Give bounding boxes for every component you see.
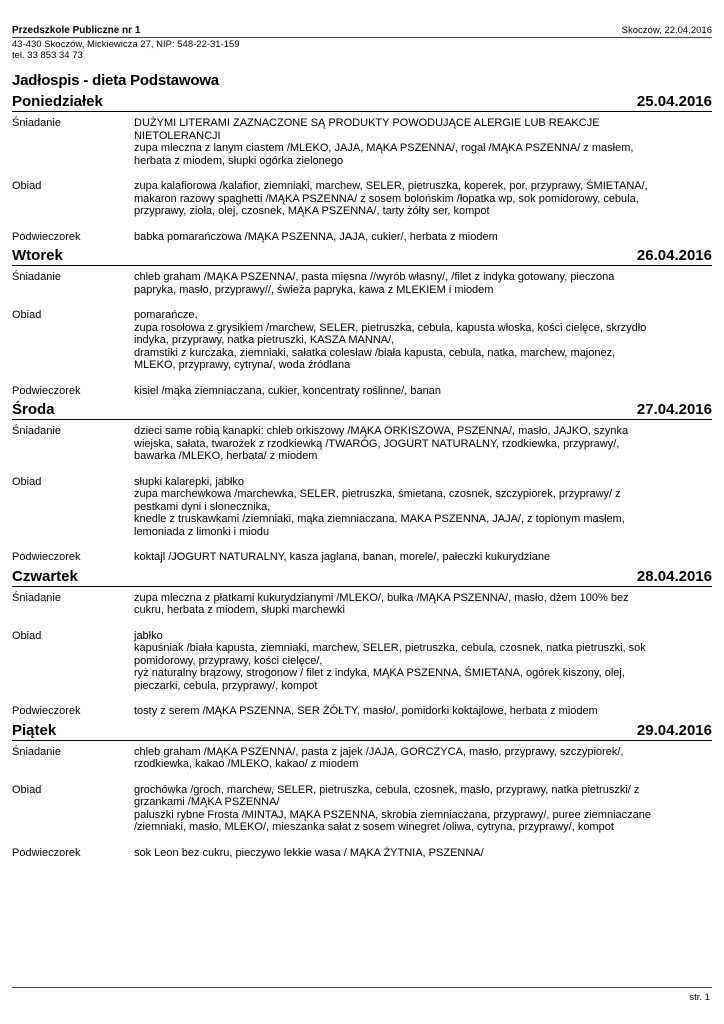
meal-label: Obiad [12, 629, 42, 642]
meal-line: pieczarki, cebula, przyprawy/, kompot [134, 679, 318, 692]
meal-line: pestkami dyni i słonecznika, [134, 500, 271, 513]
meal-line: paluszki rybne Frosta /MINTAJ, MĄKA PSZENNA, skrobia ziemniaczana, przyprawy/, puree ziemniaczane [134, 808, 651, 821]
day-name: Środa [12, 401, 55, 418]
meal-line: NIETOLERANCJI [134, 129, 221, 142]
meal-label: Podwieczorek [12, 551, 81, 563]
meal-description [134, 630, 712, 693]
meal-line: pomidorowy, przyprawy, kości cielęce/, [134, 654, 323, 667]
meal-description [134, 592, 712, 617]
meal-line: grzankami /MĄKA PSZENNA/ [134, 796, 280, 808]
meal-line: kisiel /mąka ziemniaczana, cukier, koncentraty roślinne/, banan [134, 384, 441, 397]
day-section [12, 568, 712, 718]
meal-row [12, 784, 712, 834]
meal-label: Śniadanie [12, 425, 61, 437]
meal-line: DUŻYMI LITERAMI ZAZNACZONE SĄ PRODUKTY POWODUJĄCE ALERGIE LUB REAKCJE [134, 117, 600, 129]
footer-rule [12, 987, 712, 988]
day-header [12, 722, 712, 741]
meal-line: indyka, przyprawy, natka pietruszki, KASZA MANNA/, [134, 334, 395, 346]
meal-line: makaron razowy spaghetti /MĄKA PSZENNA/ z sosem bolońskim /łopatka wp, sok pomidorowy, cebula, [134, 192, 639, 205]
meal-label: Śniadanie [12, 591, 61, 604]
meal-line: chleb graham /MĄKA PSZENNA/, pasta z jajek /JAJA, GORCZYCA, masło, przyprawy, szczypiorek/, [134, 745, 624, 758]
meal-label: Obiad [12, 309, 42, 321]
document-page [12, 25, 712, 859]
meal-line: MLEKO, przyprawy, cytryna/, woda źródlana [134, 359, 351, 371]
day-section [12, 401, 712, 564]
meal-description [134, 847, 712, 860]
place-date: Skoczów, 22.04.2016 [621, 25, 712, 36]
meal-line: tosty z serem /MĄKA PSZENNA, SER ŻÓŁTY, masło/, pomidorki koktajlowe, herbata z miodem [134, 705, 598, 717]
meal-label: Obiad [12, 180, 42, 192]
meal-description [134, 425, 712, 463]
meal-row [12, 592, 712, 617]
meal-description [134, 180, 712, 218]
day-section [12, 93, 712, 243]
meal-line: grochówka /groch, marchew, SELER, pietruszka, cebula, czosnek, masło, przyprawy, natka pietruszki/ z [134, 783, 640, 796]
day-header [12, 247, 712, 266]
day-date: 26.04.2016 [636, 247, 712, 264]
meal-row [12, 271, 712, 296]
org-name: Przedszkole Publiczne nr 1 [12, 25, 141, 36]
meal-line: ryż naturalny brązowy, strogonow / filet z indyka, MĄKA PSZENNA, ŚMIETANA, ogórek kiszony, olej, [134, 667, 625, 679]
meal-line: słupki kalarepki, jabłko [134, 475, 245, 488]
meal-description [134, 231, 712, 244]
meal-line: wiejska, sałata, twarożek z rzodkiewką /TWARÓG, JOGURT NATURALNY, rzodkiewka, przyprawy/, [134, 437, 620, 450]
meal-row [12, 385, 712, 398]
meal-description [134, 476, 712, 539]
document-header [12, 25, 712, 61]
meal-row [12, 705, 712, 718]
meal-line: rzodkiewka, kakao /MLEKO, kakao/ z miodem [134, 758, 359, 770]
meal-label: Podwieczorek [12, 705, 81, 717]
day-date: 29.04.2016 [636, 721, 712, 739]
menu-title: Jadłospis - dieta Podstawowa [12, 72, 219, 89]
day-section [12, 247, 712, 397]
meal-description [134, 271, 712, 296]
day-header [12, 568, 712, 587]
meal-line: papryka, masło, przyprawy//, świeża papryka, kawa z MLEKIEM i miodem [134, 283, 494, 296]
meal-row [12, 309, 712, 372]
meal-label: Podwieczorek [12, 384, 81, 397]
meal-line: /ziemniaki, masło, MLEKO/, mieszanka sałat z sosem winegret /oliwa, cytryna, przyprawy/, kompot [134, 821, 614, 833]
meal-line: chleb graham /MĄKA PSZENNA/, pasta mięsna //wyrób własny/, /filet z indyka gotowany, pieczona [134, 271, 615, 283]
meal-line: lemoniada z limonki i miodu [134, 525, 270, 538]
day-date: 27.04.2016 [636, 401, 712, 418]
day-name: Piątek [12, 721, 57, 739]
meal-line: zupa mleczna z lanym ciastem /MLEKO, JAJA, MĄKA PSZENNA/, rogal /MĄKA PSZENNA/ z masłem, [134, 142, 634, 154]
meal-line: sok Leon bez cukru, pieczywo lekkie wasa / MĄKA ŻYTNIA, PSZENNA/ [134, 846, 484, 859]
meal-label: Obiad [12, 475, 42, 488]
meal-label: Śniadanie [12, 271, 61, 283]
meal-row [12, 476, 712, 539]
day-section [12, 722, 712, 860]
meal-line: herbata z miodem, słupki ogórka zielonego [134, 154, 344, 167]
day-name: Poniedziałek [12, 93, 103, 110]
meal-description [134, 309, 712, 372]
meal-description [134, 784, 712, 834]
meal-description [134, 705, 712, 718]
meal-description [134, 746, 712, 771]
meal-row [12, 847, 712, 860]
meal-line: zupa mleczna z płatkami kukurydzianymi /MLEKO/, bułka /MĄKA PSZENNA/, masło, dżem 100% bez [134, 591, 629, 604]
meal-label: Śniadanie [12, 117, 61, 129]
meal-line: zupa rosołowa z grysikiem /marchew, SELER, pietruszka, cebula, kapusta włoska, kości cielęce, skrzydło [134, 321, 647, 334]
org-address: 43-430 Skoczów, Mickiewicza 27, NIP: 548-22-31-159 [12, 39, 240, 50]
meal-label: Podwieczorek [12, 846, 81, 859]
meal-row [12, 180, 712, 218]
day-header [12, 93, 712, 112]
meal-line: koktajl /JOGURT NATURALNY, kasza jaglana, banan, morele/, pałeczki kukurydziane [134, 551, 551, 563]
day-date: 25.04.2016 [636, 93, 712, 110]
page-number: str. 1 [689, 992, 710, 1003]
meal-line: zupa marchewkowa /marchewka, SELER, pietruszka, śmietana, czosnek, szczypiorek, przyprawy/ z [134, 488, 621, 500]
meal-row [12, 425, 712, 463]
meal-row [12, 117, 712, 167]
day-name: Wtorek [12, 247, 63, 264]
meal-description [134, 117, 712, 167]
meal-label: Podwieczorek [12, 230, 81, 243]
org-phone: tel. 33 853 34 73 [12, 50, 83, 61]
meal-label: Śniadanie [12, 745, 61, 758]
meal-line: knedle z truskawkami /ziemniaki, mąka ziemniaczana, MAKA PSZENNA, JAJA/, z topionym masłem, [134, 513, 625, 525]
meal-line: cukru, herbata z miodem, słupki marchewki [134, 604, 345, 616]
meal-row [12, 746, 712, 771]
meal-label: Obiad [12, 783, 42, 796]
meal-row [12, 630, 712, 693]
meal-description [134, 551, 712, 564]
meal-line: dzieci same robią kanapki: chleb orkiszowy /MĄKA ORKISZOWA, PSZENNA/, masło, JAJKO, szynka [134, 425, 629, 437]
meal-line: pomarańcze, [134, 309, 198, 321]
meal-line: zupa kalafiorowa /kalafior, ziemniaki, marchew, SELER, pietruszka, koperek, por, przyprawy, ŚMIETANA/, [134, 180, 648, 192]
meal-line: przyprawy, zioła, olej, czosnek, MĄKA PSZENNA/, tarty żółty ser, kompot [134, 205, 490, 217]
meal-line: jabłko [134, 629, 163, 642]
day-name: Czwartek [12, 567, 78, 585]
meal-row [12, 551, 712, 564]
meal-row [12, 231, 712, 244]
meal-description [134, 385, 712, 398]
days-list [12, 93, 712, 859]
meal-line: kapuśniak /biała kapusta, ziemniaki, marchew, SELER, pietruszka, cebula, czosnek, natka pietruszki, sok [134, 642, 646, 654]
meal-line: bawarka /MLEKO, herbata/ z miodem [134, 450, 318, 462]
day-header [12, 401, 712, 420]
day-date: 28.04.2016 [636, 567, 712, 585]
meal-line: babka pomarańczowa /MĄKA PSZENNA, JAJA, cukier/, herbata z miodem [134, 230, 498, 243]
meal-line: dramstiki z kurczaka, ziemniaki, sałatka colesław /biała kapusta, cebula, natka, marchew, majonez, [134, 346, 616, 359]
